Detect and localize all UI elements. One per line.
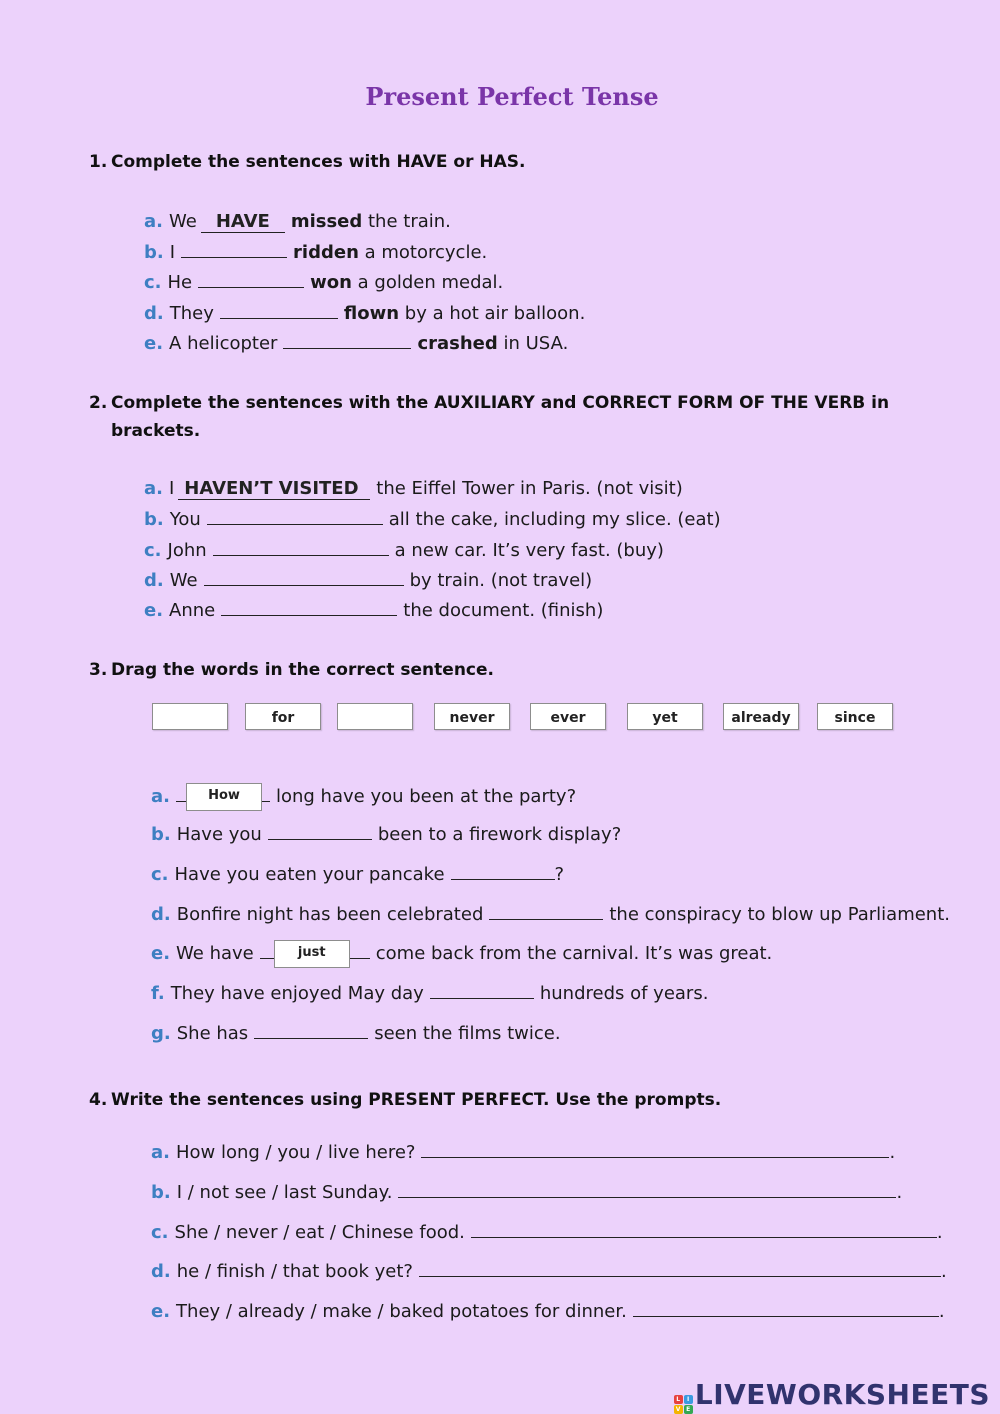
drop-target[interactable]: [268, 822, 372, 840]
item-text: I: [169, 242, 176, 263]
s3-item-b: [151, 822, 621, 847]
section2-heading: [89, 393, 889, 413]
section1-heading-text: Complete the sentences with HAVE or HAS.: [111, 152, 526, 172]
item-prompt: She / never / eat / Chinese food.: [174, 1222, 465, 1243]
item-letter: e.: [151, 943, 171, 964]
item-verb: won: [310, 272, 352, 293]
item-text: a new car. It’s very fast. (buy): [394, 540, 664, 561]
item-prompt: he / finish / that book yet?: [176, 1261, 413, 1282]
item-text: Have you eaten your pancake: [174, 864, 445, 885]
item-text: He: [167, 272, 193, 293]
item-letter: c.: [144, 272, 162, 293]
item-text: She has: [176, 1023, 249, 1044]
word-bank-slot-empty[interactable]: [337, 703, 413, 730]
item-letter: d.: [144, 570, 164, 591]
answer-field[interactable]: HAVEN’T VISITED: [178, 479, 370, 500]
s4-item-a: a. How long / you / live here? .: [151, 1142, 896, 1163]
drop-target[interactable]: just: [274, 940, 350, 968]
s3-item-e: [151, 941, 772, 974]
item-letter: c.: [151, 864, 169, 885]
s1-item-a: [144, 210, 451, 234]
item-text: a motorcycle.: [364, 242, 488, 263]
section3-number: 3.: [89, 660, 108, 680]
item-text: the conspiracy to blow up Parliament.: [609, 904, 950, 925]
answer-field[interactable]: [204, 568, 404, 586]
item-text: by train. (not travel): [409, 570, 593, 591]
item-prompt: How long / you / live here?: [175, 1142, 416, 1163]
answer-field[interactable]: HAVE: [201, 212, 285, 233]
item-text: a golden medal.: [357, 272, 504, 293]
section1-number: 1.: [89, 152, 108, 172]
section4-heading-text: Write the sentences using PRESENT PERFECT. Use the prompts.: [111, 1090, 722, 1110]
word-bank-ever[interactable]: ever: [530, 703, 606, 730]
item-letter: f.: [151, 983, 165, 1004]
word-bank-never[interactable]: never: [434, 703, 510, 730]
s2-item-a: [144, 477, 683, 501]
answer-field[interactable]: [220, 301, 338, 319]
item-letter: b.: [144, 242, 164, 263]
s1-item-b: [144, 240, 487, 265]
item-text: We: [169, 570, 198, 591]
item-letter: e.: [144, 333, 164, 354]
item-verb: flown: [343, 303, 400, 324]
section4-number: 4.: [89, 1090, 108, 1110]
item-letter: e.: [151, 1301, 171, 1322]
item-letter: b.: [151, 824, 171, 845]
item-letter: c.: [151, 1222, 169, 1243]
item-prompt: I / not see / last Sunday.: [176, 1182, 393, 1203]
word-bank-for[interactable]: for: [245, 703, 321, 730]
s4-item-b: b. I / not see / last Sunday. .: [151, 1182, 903, 1203]
item-letter: b.: [144, 509, 164, 530]
word-bank-since[interactable]: since: [817, 703, 893, 730]
item-text: all the cake, including my slice. (eat): [388, 509, 721, 530]
section2-heading-line2: brackets.: [111, 421, 201, 441]
s3-item-f: [151, 981, 708, 1006]
item-text: come back from the carnival. It’s was great.: [375, 943, 773, 964]
section1-heading: [89, 152, 525, 172]
logo-text: LIVEWORKSHEETS: [694, 1378, 990, 1411]
answer-field[interactable]: [213, 538, 389, 556]
answer-field[interactable]: [221, 598, 397, 616]
item-text: hundreds of years.: [539, 983, 709, 1004]
item-letter: a.: [144, 211, 163, 232]
item-text: in USA.: [503, 333, 569, 354]
s2-item-d: [144, 568, 592, 593]
item-text: They: [169, 303, 214, 324]
s4-item-c: c. She / never / eat / Chinese food. .: [151, 1222, 943, 1243]
item-prompt: They / already / make / baked potatoes for dinner.: [176, 1301, 627, 1322]
answer-field[interactable]: [419, 1259, 941, 1277]
s3-item-g: [151, 1021, 561, 1046]
answer-field[interactable]: [181, 240, 287, 258]
item-letter: d.: [144, 303, 164, 324]
item-letter: g.: [151, 1023, 171, 1044]
drop-target[interactable]: How: [186, 783, 262, 811]
item-text: seen the films twice.: [374, 1023, 561, 1044]
word-bank-already[interactable]: already: [723, 703, 799, 730]
s3-item-d: [151, 902, 950, 927]
s4-item-d: d. he / finish / that book yet? .: [151, 1261, 947, 1282]
section2-heading-text: Complete the sentences with the AUXILIARY and CORRECT FORM OF THE VERB in: [111, 393, 890, 413]
item-text: You: [169, 509, 201, 530]
item-letter: c.: [144, 540, 162, 561]
item-text: Anne: [169, 600, 216, 621]
s1-item-d: [144, 301, 585, 326]
item-letter: a.: [151, 1142, 170, 1163]
item-letter: d.: [151, 1261, 171, 1282]
item-verb: ridden: [293, 242, 359, 263]
answer-field[interactable]: [421, 1140, 889, 1158]
logo-mark-icon: L I V E: [674, 1395, 693, 1414]
item-letter: e.: [144, 600, 164, 621]
item-text: the Eiffel Tower in Paris. (not visit): [376, 478, 683, 499]
item-verb: crashed: [417, 333, 498, 354]
liveworksheets-logo: [674, 1378, 990, 1414]
s3-item-c: [151, 862, 564, 887]
s2-item-e: [144, 598, 603, 623]
item-text: We have: [176, 943, 254, 964]
item-text: A helicopter: [169, 333, 278, 354]
item-text: the train.: [368, 211, 451, 232]
s2-item-b: [144, 507, 721, 532]
s1-item-e: [144, 331, 568, 356]
drop-target[interactable]: [254, 1021, 368, 1039]
item-letter: a.: [151, 786, 170, 807]
item-text: the document. (finish): [403, 600, 604, 621]
s3-item-a: [151, 784, 576, 817]
answer-field[interactable]: [198, 270, 304, 288]
item-text: I: [168, 478, 175, 499]
item-text: long have you been at the party?: [275, 786, 577, 807]
item-text: by a hot air balloon.: [404, 303, 586, 324]
item-text: ?: [554, 864, 565, 885]
section3-heading-text: Drag the words in the correct sentence.: [111, 660, 494, 680]
answer-field[interactable]: [398, 1180, 896, 1198]
item-letter: d.: [151, 904, 171, 925]
answer-field[interactable]: [207, 507, 383, 525]
item-letter: b.: [151, 1182, 171, 1203]
item-text: We: [168, 211, 197, 232]
drop-target[interactable]: [430, 981, 534, 999]
item-text: Bonfire night has been celebrated: [176, 904, 484, 925]
section2-number: 2.: [89, 393, 108, 413]
answer-field[interactable]: [283, 331, 411, 349]
page-title: Present Perfect Tense: [365, 82, 659, 111]
answer-field[interactable]: [633, 1299, 939, 1317]
item-letter: a.: [144, 478, 163, 499]
s4-item-e: e. They / already / make / baked potatoes for dinner. .: [151, 1301, 945, 1322]
section3-heading: [89, 660, 494, 680]
drop-target[interactable]: [451, 862, 555, 880]
item-text: They have enjoyed May day: [170, 983, 424, 1004]
drop-target[interactable]: [489, 902, 603, 920]
item-text: been to a firework display?: [377, 824, 622, 845]
s1-item-c: [144, 270, 503, 295]
word-bank-yet[interactable]: yet: [627, 703, 703, 730]
item-verb: missed: [290, 211, 363, 232]
item-text: John: [167, 540, 207, 561]
answer-field[interactable]: [471, 1220, 937, 1238]
section4-heading: [89, 1090, 721, 1110]
word-bank-slot-empty[interactable]: [152, 703, 228, 730]
s2-item-c: [144, 538, 664, 563]
item-text: Have you: [176, 824, 262, 845]
